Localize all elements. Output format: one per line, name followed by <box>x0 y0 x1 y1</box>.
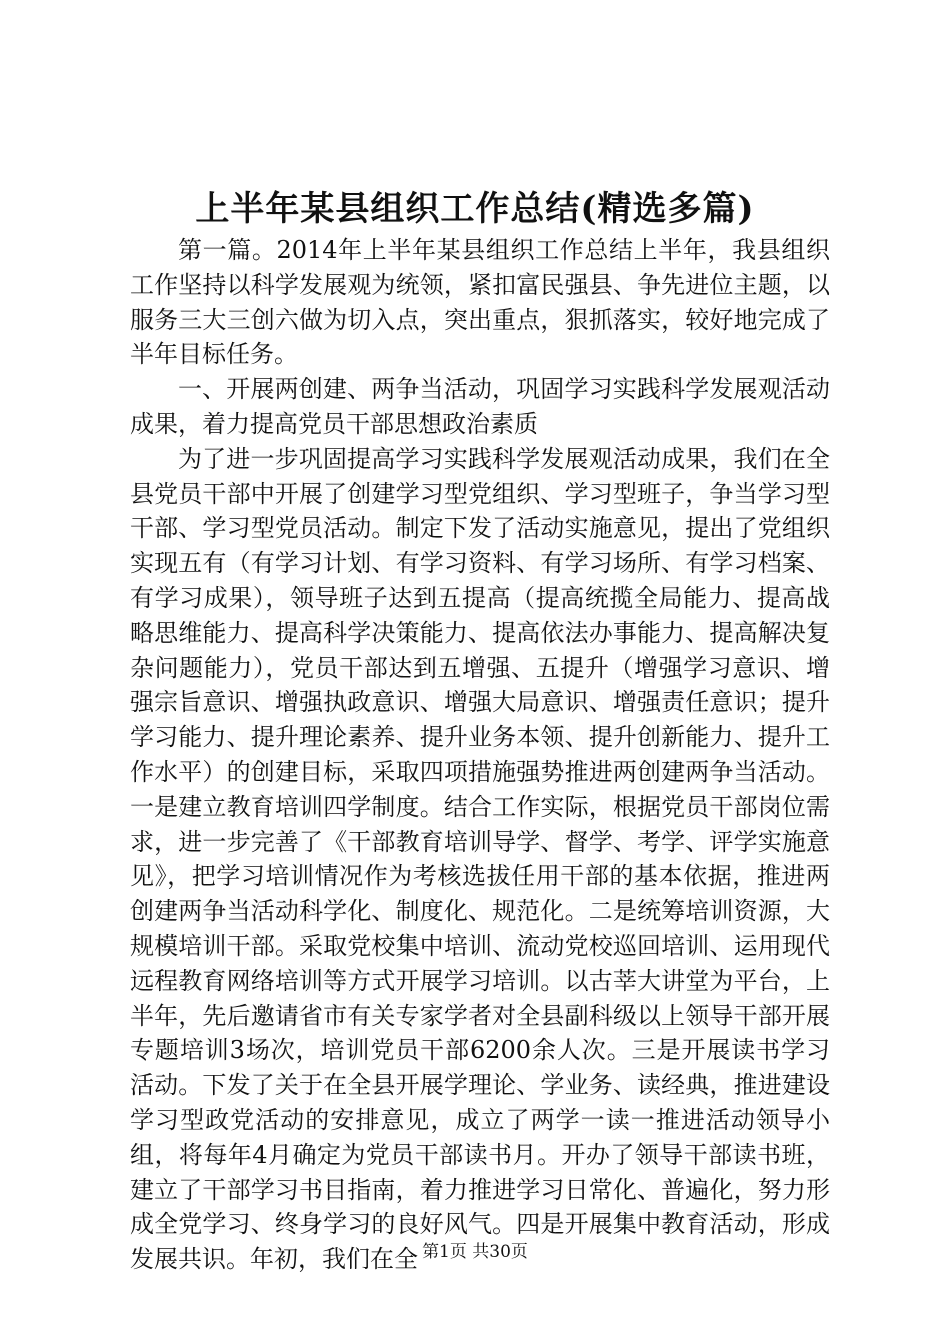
paragraph-intro: 第一篇。2014年上半年某县组织工作总结上半年，我县组织工作坚持以科学发展观为统领，紧扣富民强县、争先进位主题，以服务三大三创六做为切入点，突出重点，狠抓落实，较好地完成了半年目标任务。 <box>130 236 830 369</box>
document-title: 上半年某县组织工作总结(精选多篇) <box>195 189 755 229</box>
document-body <box>130 233 830 1277</box>
paragraph-section-heading: 一、开展两创建、两争当活动，巩固学习实践科学发展观活动成果，着力提高党员干部思想政治素质 <box>130 375 830 438</box>
page-footer: 第1页 共30页 <box>422 1242 528 1262</box>
paragraph-main: 为了进一步巩固提高学习实践科学发展观活动成果，我们在全县党员干部中开展了创建学习型党组织、学习型班子，争当学习型干部、学习型党员活动。制定下发了活动实施意见，提出了党组织实现五有（有学习计划、有学习资料、有学习场所、有学习档案、有学习成果），领导班子达到五提高（提高统揽全局能力、提高战略思维能力、提高科学决策能力、提高依法办事能力、提高解决复杂问题能力），党员干部达到五增强、五提升（增强学习意识、增强宗旨意识、增强执政意识、增强大局意识、增强责任意识；提升学习能力、提升理论素养、提升业务本领、提升创新能力、提升工作水平）的创建目标，采取四项措施强势推进两创建两争当活动。一是建立教育培训四学制度。结合工作实际，根据党员干部岗位需求，进一步完善了《干部教育培训导学、督学、考学、评学实施意见》，把学习培训情况作为考核选拔任用干部的基本依据，推进两创建两争当活动科学化、制度化、规范化。二是统筹培训资源，大规模培训干部。采取党校集中培训、流动党校巡回培训、运用现代远程教育网络培训等方式开展学习培训。以古莘大讲堂为平台，上半年，先后邀请省市有关专家学者对全县副科级以上领导干部开展专题培训3场次，培训党员干部6200余人次。三是开展读书学习活动。下发了关于在全县开展学理论、学业务、读经典，推进建设学习型政党活动的安排意见，成立了两学一读一推进活动领导小组，将每年4月确定为党员干部读书月。开办了领导干部读书班，建立了干部学习书目指南，着力推进学习日常化、普遍化，努力形成全党学习、终身学习的良好风气。四是开展集中教育活动，形成发展共识。年初，我们在全 <box>130 444 830 1274</box>
